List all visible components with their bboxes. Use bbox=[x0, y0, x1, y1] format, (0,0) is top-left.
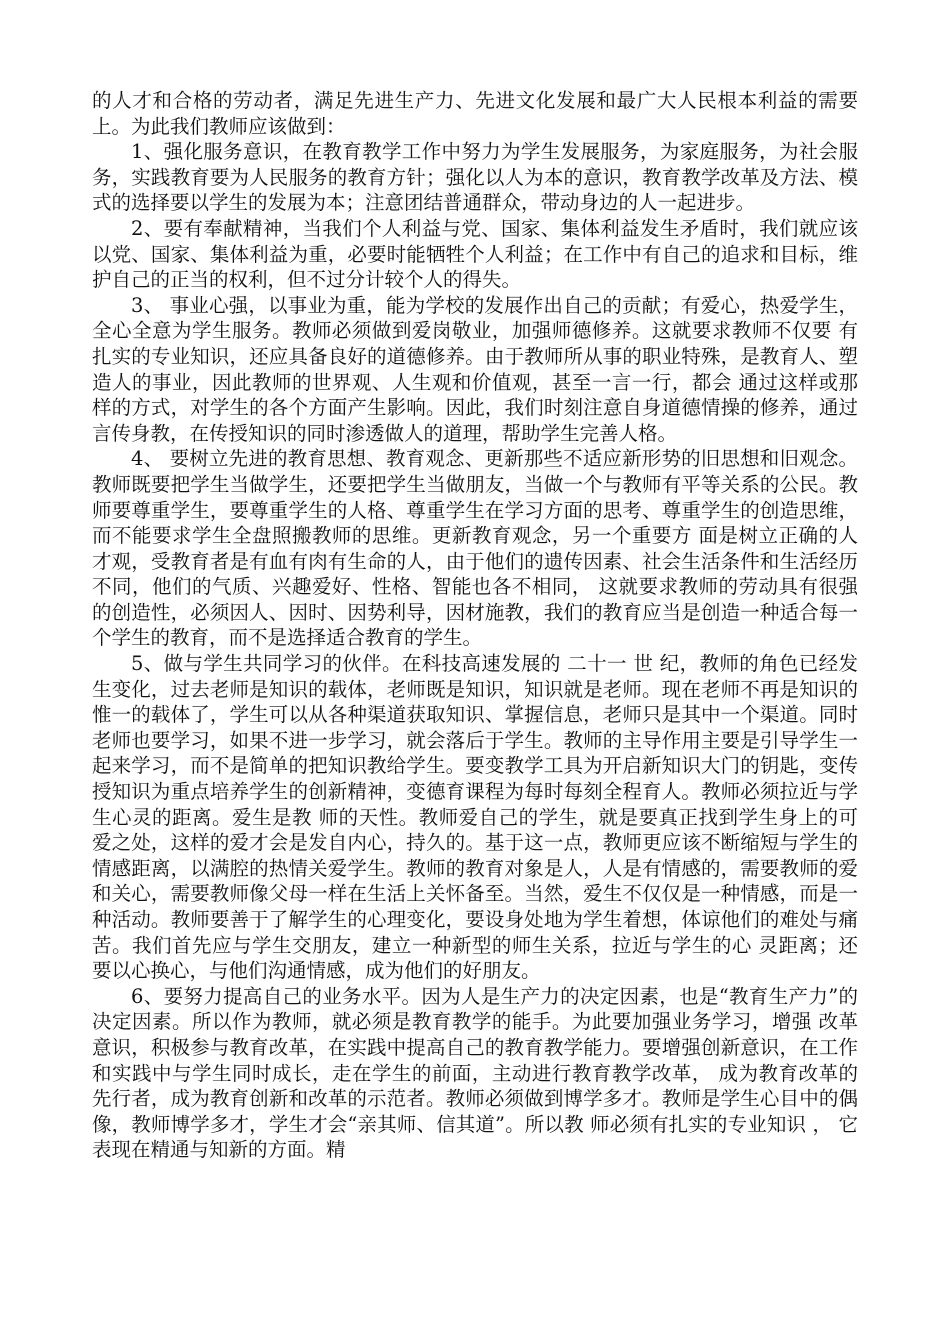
paragraph-item-4: 4、 要树立先进的教育思想、教育观念、更新那些不适应新形势的旧思想和旧观念。教师既要把学生当做学生，还要把学生当做朋友，当做一个与教师有平等关系的公民。教师要尊重学生，要尊重学生的人格、尊重学生在学习方面的思考、尊重学生的创造思维，而不能要求学生全盘照搬教师的思维。更新教育观念，另一个重要方 面是树立正确的人才观，受教育者是有血有肉有生命的人，由于他们的遗传因素、社会生活条件和生活经历不同，他们的气质、兴趣爱好、性格、智能也各不相同， 这就要求教师的劳动具有很强的创造性，必须因人、因时、因势利导，因材施教，我们的教育应当是创造一种适合每一个学生的教育，而不是选择适合教育的学生。 bbox=[92, 447, 858, 650]
paragraph-continuation: 的人才和合格的劳动者，满足先进生产力、先进文化发展和最广大人民根本利益的需要上。为此我们教师应该做到： bbox=[92, 89, 858, 138]
paragraph-item-1: 1、强化服务意识，在教育教学工作中努力为学生发展服务，为家庭服务，为社会服务，实践教育要为人民服务的教育方针；强化以人为本的意识，教育教学改革及方法、模式的选择要以学生的发展为本；注意团结普通群众，带动身边的人一起进步。 bbox=[92, 140, 858, 215]
paragraph-item-3: 3、 事业心强，以事业为重，能为学校的发展作出自己的贡献；有爱心，热爱学生，全心全意为学生服务。教师必须做到爱岗敬业，加强师德修养。这就要求教师不仅要 有扎实的专业知识，还应具备良好的道德修养。由于教师所从事的职业特殊，是教育人、塑造人的事业，因此教师的世界观、人生观和价值观，甚至一言一行，都会 通过这样或那样的方式，对学生的各个方面产生影响。因此，我们时刻注意自身道德情操的修养，通过言传身教，在传授知识的同时渗透做人的道理，帮助学生完善人格。 bbox=[92, 293, 858, 445]
document-page bbox=[92, 88, 858, 1163]
paragraph-item-2: 2、要有奉献精神，当我们个人利益与党、国家、集体利益发生矛盾时，我们就应该以党、国家、集体利益为重，必要时能牺牲个人利益；在工作中有自己的追求和目标，维护自己的正当的权利，但不过分计较个人的得失。 bbox=[92, 216, 858, 292]
paragraph-item-6: 6、要努力提高自己的业务水平。因为人是生产力的决定因素，也是“教育生产力”的决定因素。所以作为教师，就必须是教育教学的能手。为此要加强业务学习，增强 改革意识，积极参与教育改革，在实践中提高自己的教育教学能力。要增强创新意识，在工作和实践中与学生同时成长，走在学生的前面，主动进行教育教学改革， 成为教育改革的先行者，成为教育创新和改革的示范者。教师必须做到博学多才。教师是学生心目中的偶像，教师博学多才，学生才会“亲其师、信其道”。所以教 师必须有扎实的专业知识 ， 它表现在精通与知新的方面。精 bbox=[92, 984, 858, 1162]
paragraph-item-5: 5、做与学生共同学习的伙伴。在科技高速发展的 二十一 世 纪，教师的角色已经发生变化，过去老师是知识的载体，老师既是知识，知识就是老师。现在老师不再是知识的惟一的载体了，学生可以从各种渠道获取知识、掌握信息，老师只是其中一个渠道。同时老师也要学习，如果不进一步学习，就会落后于学生。教师的主导作用主要是引导学生一起来学习，而不是简单的把知识教给学生。要变教学工具为开启新知识大门的钥匙，变传授知识为重点培养学生的创新精神，变德育课程为每时每刻全程育人。教师必须拉近与学生心灵的距离。爱生是教 师的天性。教师爱自己的学生，就是要真正找到学生身上的可爱之处，这样的爱才会是发自内心，持久的。基于这一点，教师更应该不断缩短与学生的情感距离，以满腔的热情关爱学生。教师的教育对象是人，人是有情感的，需要教师的爱和关心，需要教师像父母一样在生活上关怀备至。当然，爱生不仅仅是一种情感，而是一 种活动。教师要善于了解学生的心理变化，要设身处地为学生着想，体谅他们的难处与痛苦。我们首先应与学生交朋友，建立一种新型的师生关系，拉近与学生的心 灵距离；还要以心换心，与他们沟通情感，成为他们的好朋友。 bbox=[92, 652, 858, 983]
